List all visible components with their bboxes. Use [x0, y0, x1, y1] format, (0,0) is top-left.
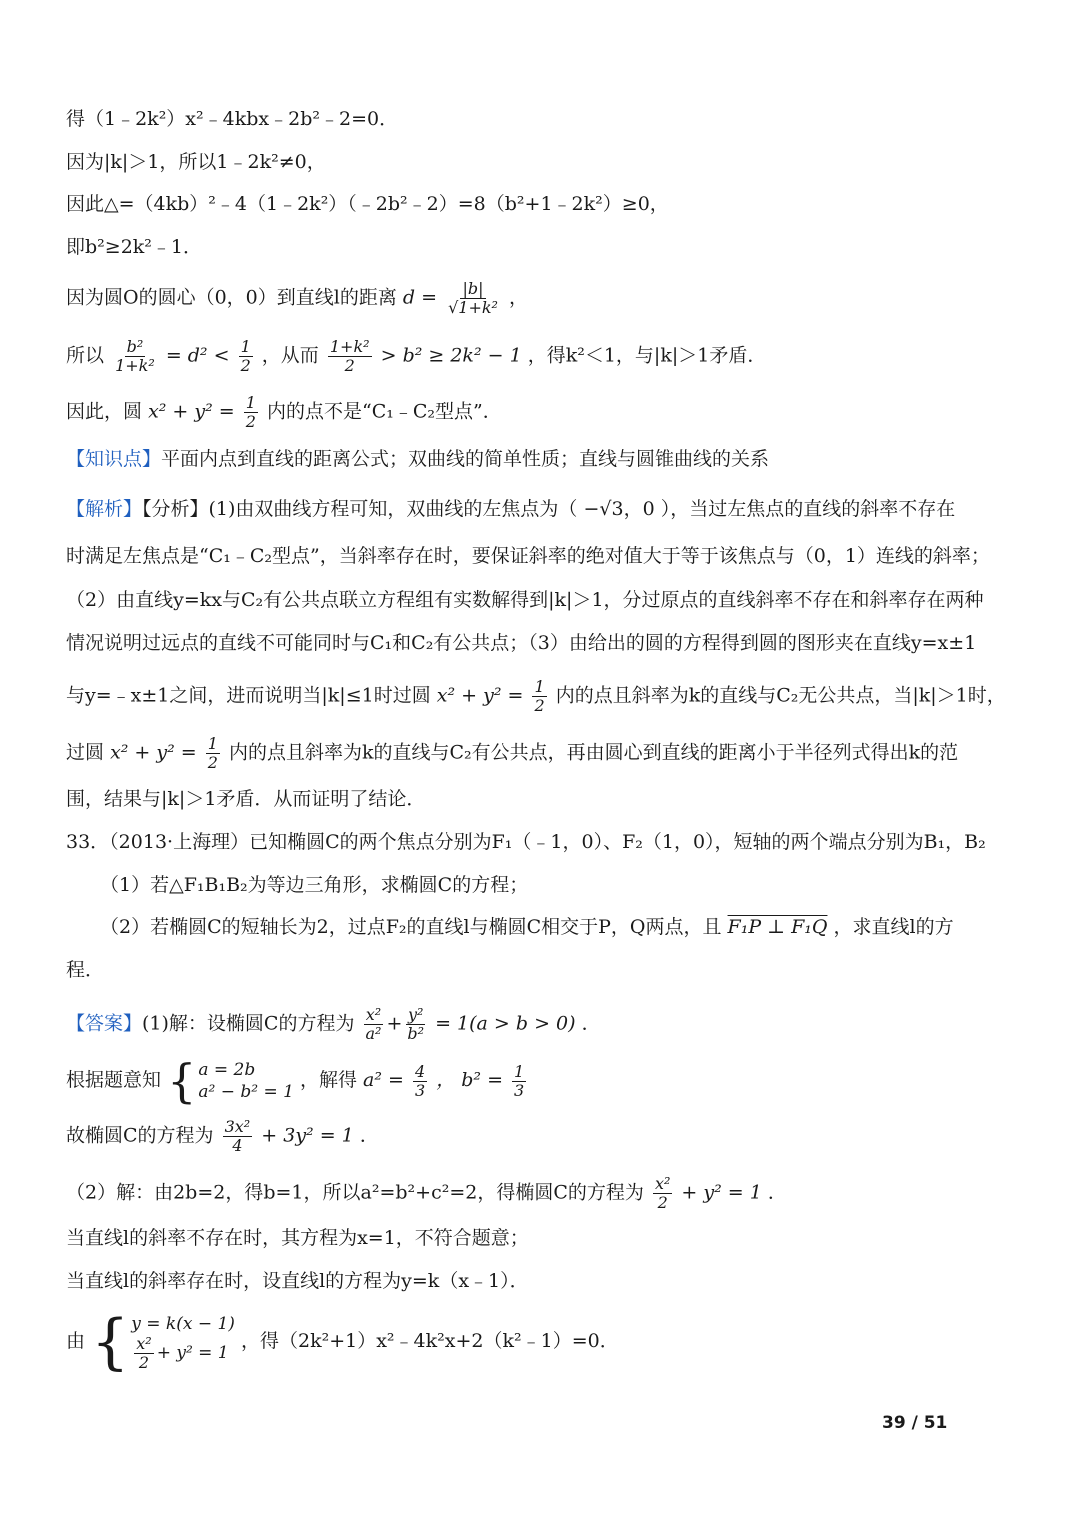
- question-33-part-2: [100, 914, 1060, 940]
- text-segment: ．: [581, 1012, 601, 1035]
- fraction-denominator: a²: [365, 1024, 382, 1043]
- text-segment: 由: [66, 1330, 86, 1352]
- fraction-numerator: 1+k²: [329, 337, 370, 356]
- fraction: [206, 735, 220, 772]
- text-line: 因此△=（4kb）²﹣4（1﹣2k²）（﹣2b²﹣2）=8（b²+1﹣2k²）≥0，: [66, 193, 669, 215]
- text-segment: ，: [509, 286, 529, 309]
- distance-line: [66, 280, 1026, 317]
- text-segment: 与y=﹣x±1之间，进而说明当|k|≤1时过圆: [66, 684, 431, 707]
- text-segment: 平面内点到直线的距离公式；双曲线的简单性质；直线与圆锥曲线的关系: [161, 448, 770, 470]
- fraction-denominator: 2: [138, 1352, 150, 1372]
- knowledge-point-line: [66, 446, 1026, 472]
- math-segment: > b² ≥ 2k² − 1: [380, 344, 522, 367]
- equation-system: [91, 1307, 235, 1377]
- text-line: 即b²≥2k²﹣1．: [66, 236, 203, 258]
- system-row: a² − b² = 1: [198, 1082, 294, 1102]
- question-33-part-1: （1）若△F₁B₁B₂为等边三角形，求椭圆C的方程；: [100, 874, 529, 896]
- fraction-numerator: x²: [365, 1005, 382, 1024]
- math-segment: x² + y² =: [148, 400, 235, 423]
- fraction-numerator: 1: [207, 734, 218, 753]
- fraction-denominator: 2: [534, 696, 545, 715]
- fraction-numerator: 1: [245, 393, 256, 412]
- analysis-circle-line: [66, 735, 1026, 772]
- left-brace: {: [91, 1307, 130, 1377]
- fraction-numerator: |b|: [462, 279, 484, 298]
- math-segment: x² + y² =: [110, 741, 197, 764]
- fraction-numerator: 4: [414, 1061, 426, 1081]
- text-segment: 内的点且斜率为k的直线与C₂无公共点，当|k|＞1时，: [555, 684, 1006, 707]
- answer-system-line: [66, 1054, 1026, 1108]
- answer-line: [66, 1175, 1026, 1212]
- fraction-numerator: x²: [136, 1333, 152, 1353]
- math-segment: = d² <: [165, 344, 230, 367]
- fraction-numerator: b²: [126, 337, 144, 356]
- circle-line: [66, 394, 1026, 431]
- fraction-denominator: 3: [414, 1080, 426, 1100]
- fraction-denominator: 2: [245, 412, 256, 431]
- text-segment: 根据题意知: [66, 1069, 162, 1091]
- text-segment: 【分析】(1)由双曲线方程可知，双曲线的左焦点为（ −√3，0 ），当过左焦点的直线的斜率不存在: [142, 498, 956, 520]
- analysis-line: [66, 496, 1026, 522]
- inequality-line: [66, 338, 1026, 375]
- math-segment: + y² = 1: [681, 1181, 762, 1204]
- text-segment: ，解得: [299, 1069, 357, 1091]
- text-segment: (1)解：设椭圆C的方程为: [142, 1012, 355, 1035]
- text-line: 得（1﹣2k²）x²﹣4kbx﹣2b²﹣2=0．: [66, 108, 399, 130]
- text-segment: ．: [359, 1124, 379, 1147]
- answer-system-line: [66, 1307, 1026, 1377]
- question-33: 33．（2013·上海理）已知椭圆C的两个焦点分别为F₁（﹣1，0）、F₂（1，0），短轴的两个端点分别为B₁，B₂: [66, 831, 986, 853]
- fraction: [134, 1335, 153, 1372]
- fraction: [328, 338, 372, 375]
- text-segment: ．: [767, 1181, 787, 1204]
- text-segment: ，得（2k²+1）x²﹣4k²x+2（k²﹣1）=0．: [240, 1330, 619, 1352]
- vector-expression: F₁P ⊥ F₁Q: [727, 916, 828, 938]
- fraction: [405, 1006, 426, 1043]
- fraction-numerator: 1: [514, 1061, 525, 1081]
- text-segment: ，从而: [261, 344, 319, 367]
- fraction-denominator: 2: [657, 1193, 668, 1212]
- fraction-denominator: 2: [207, 753, 218, 772]
- text-line: 当直线l的斜率不存在时，其方程为x=1，不符合题意；: [66, 1227, 529, 1249]
- fraction: [113, 338, 157, 375]
- fraction: [532, 678, 546, 715]
- system-row: [131, 1335, 235, 1372]
- text-segment: 内的点且斜率为k的直线与C₂有公共点，再由圆心到直线的距离小于半径列式得出k的范: [229, 741, 959, 764]
- text-segment: 过圆: [66, 741, 105, 764]
- fraction-denominator: 2: [344, 356, 355, 375]
- system-row: a = 2b: [198, 1060, 256, 1080]
- fraction-denominator: b²: [407, 1024, 425, 1043]
- math-segment: x² + y² =: [436, 684, 524, 707]
- text-segment: ，得k²＜1，与|k|＞1矛盾．: [527, 344, 767, 367]
- fraction: [239, 338, 253, 375]
- fraction: [446, 280, 500, 317]
- left-brace: {: [167, 1054, 197, 1108]
- analysis-circle-line: [66, 678, 1026, 715]
- text-segment: ，求直线l的方: [833, 916, 954, 938]
- text-line: 情况说明过远点的直线不可能同时与C₁和C₂有公共点；（3）由给出的圆的方程得到圆的图形夹在直线y=x±1: [66, 632, 977, 654]
- fraction: [413, 1063, 427, 1100]
- answer-line: [66, 1118, 1026, 1155]
- fraction-denominator: 3: [514, 1080, 525, 1100]
- math-plus: +: [386, 1012, 403, 1035]
- text-segment: 故椭圆C的方程为: [66, 1124, 214, 1147]
- text-segment: （2）解：由2b=2，得b=1，所以a²=b²+c²=2，得椭圆C的方程为: [66, 1181, 644, 1204]
- text-segment: 因为圆O的圆心（0，0）到直线l的距离: [66, 286, 397, 309]
- answer-tag: 【答案】: [66, 1012, 143, 1035]
- text-line: 因为|k|＞1，所以1﹣2k²≠0，: [66, 151, 326, 173]
- math-segment: + 3y² = 1: [261, 1124, 354, 1147]
- text-line: （2）由直线y=kx与C₂有公共点联立方程组有实数解得到|k|＞1，分过原点的直线斜率不存在和斜率存在两种: [66, 589, 984, 611]
- text-line: 当直线l的斜率存在时，设直线l的方程为y=k（x﹣1）．: [66, 1270, 529, 1292]
- fraction: [223, 1118, 253, 1155]
- math-segment: = 1(a > b > 0): [435, 1012, 576, 1035]
- text-line: 程．: [66, 959, 105, 981]
- math-segment: + y² = 1: [156, 1342, 229, 1363]
- text-segment: 因此，圆: [66, 400, 143, 423]
- fraction-denominator: 1+k²: [115, 356, 155, 375]
- fraction: [364, 1006, 384, 1043]
- math-segment: ， b² =: [436, 1069, 503, 1091]
- fraction-denominator: √1+k²: [448, 298, 498, 317]
- fraction-numerator: 1: [240, 337, 251, 356]
- system-row: y = k(x − 1): [131, 1313, 235, 1334]
- fraction-numerator: y²: [407, 1005, 424, 1024]
- text-line: 时满足左焦点是“C₁﹣C₂型点”，当斜率存在时，要保证斜率的绝对值大于等于该焦点与（0，1）连线的斜率；: [66, 545, 990, 567]
- knowledge-point-tag: 【知识点】: [66, 448, 162, 470]
- text-segment: 所以: [66, 344, 105, 367]
- text-line: 围，结果与|k|＞1矛盾．从而证明了结论．: [66, 788, 426, 810]
- analysis-tag: 【解析】: [66, 498, 143, 520]
- text-segment: （2）若椭圆C的短轴长为2，过点F₂的直线l与椭圆C相交于P，Q两点，且: [100, 916, 722, 938]
- math-d: d =: [402, 286, 438, 309]
- fraction-denominator: 2: [240, 356, 251, 375]
- answer-line: [66, 1006, 1026, 1043]
- text-segment: 内的点不是“C₁﹣C₂型点”．: [267, 400, 502, 423]
- fraction-numerator: 3x²: [224, 1117, 251, 1136]
- fraction: [512, 1063, 526, 1100]
- equation-system: [167, 1054, 294, 1108]
- fraction: [653, 1175, 672, 1212]
- fraction-denominator: 4: [232, 1136, 243, 1155]
- fraction: [244, 394, 258, 431]
- page-number: 39 / 51: [882, 1413, 948, 1433]
- fraction-numerator: 1: [534, 677, 545, 696]
- math-segment: a² =: [363, 1069, 404, 1091]
- fraction-numerator: x²: [654, 1174, 671, 1193]
